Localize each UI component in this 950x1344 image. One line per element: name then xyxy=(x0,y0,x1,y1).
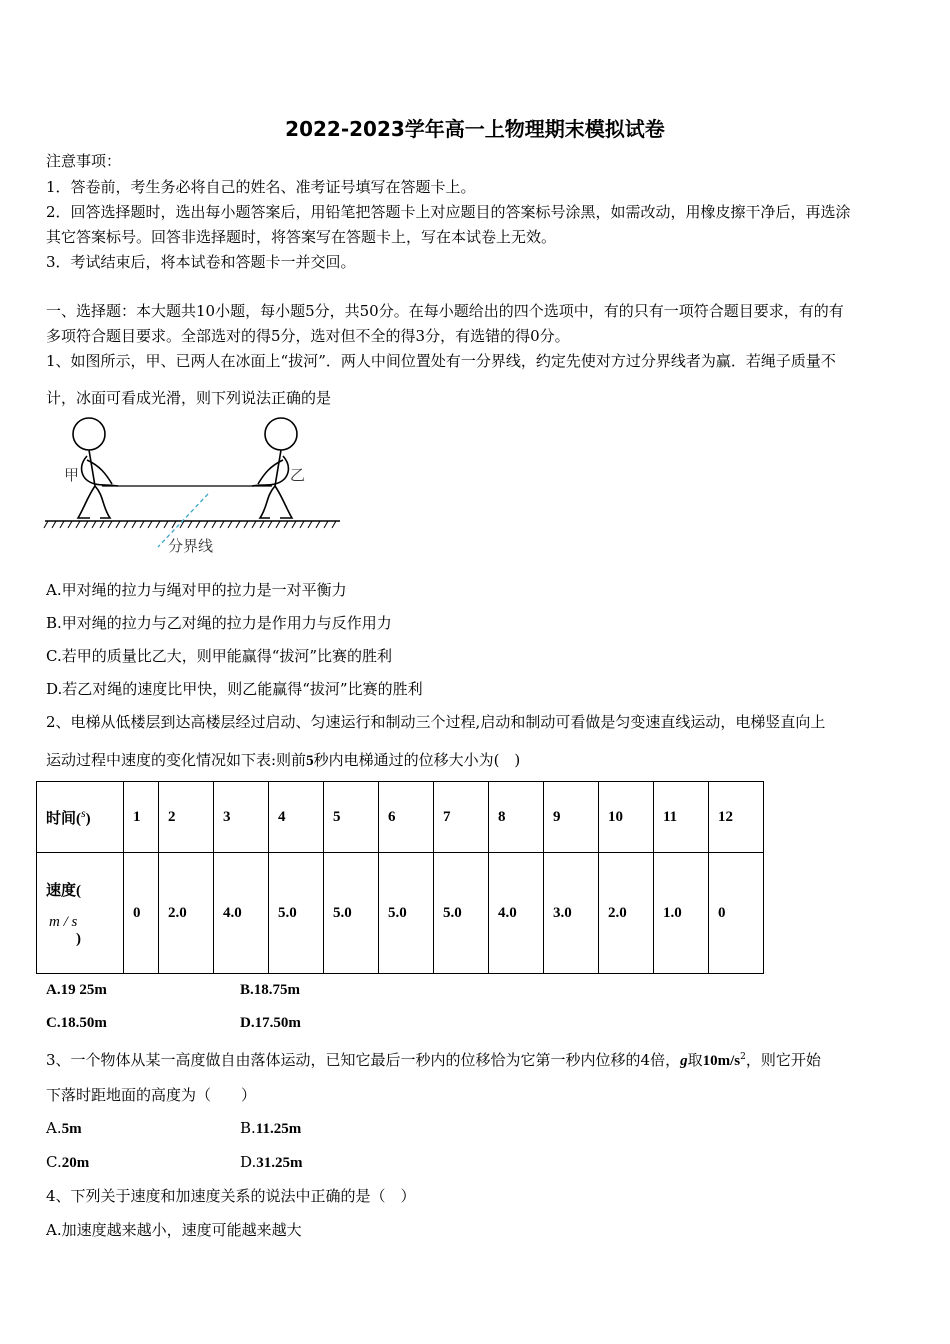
time-cell: 8 xyxy=(489,782,544,853)
time-cell: 9 xyxy=(544,782,599,853)
notice-item-2b: 其它答案标号。回答非选择题时，将答案写在答题卡上，写在本试卷上无效。 xyxy=(46,228,557,246)
speed-cell: 0 xyxy=(709,853,764,974)
q1-option-a: A.甲对绳的拉力与绳对甲的拉力是一对平衡力 xyxy=(46,581,347,599)
speed-cell: 2.0 xyxy=(599,853,654,974)
speed-cell: 4.0 xyxy=(214,853,269,974)
time-header-cell: 时间($^s$) xyxy=(37,782,124,853)
q3-option-b: B.11.25m xyxy=(240,1119,302,1137)
q4-option-a: A.加速度越来越小，速度可能越来越大 xyxy=(46,1221,302,1239)
notice-item-1: 1．答卷前，考生务必将自己的姓名、准考证号填写在答题卡上。 xyxy=(46,178,476,196)
speed-cell: 5.0 xyxy=(324,853,379,974)
q4-stem: 4、下列关于速度和加速度关系的说法中正确的是（ ） xyxy=(46,1187,416,1205)
q2-option-c: C.18.50m xyxy=(46,1015,107,1031)
time-cell: 4 xyxy=(269,782,324,853)
tug-of-war-figure xyxy=(40,414,350,560)
time-cell: 6 xyxy=(379,782,434,853)
time-cell: 12 xyxy=(709,782,764,853)
speed-cell: 5.0 xyxy=(379,853,434,974)
speed-cell: 5.0 xyxy=(269,853,324,974)
time-row xyxy=(37,782,764,853)
time-cell: 11 xyxy=(654,782,709,853)
label-yi: 乙 xyxy=(290,466,306,484)
page-title: 2022-2023学年高一上物理期末模拟试卷 xyxy=(285,117,665,141)
q3-option-a: A.5m xyxy=(46,1119,82,1137)
time-cell: 5 xyxy=(324,782,379,853)
speed-cell: 3.0 xyxy=(544,853,599,974)
time-cell: 1 xyxy=(124,782,159,853)
speed-cell: 1.0 xyxy=(654,853,709,974)
time-cell: 3 xyxy=(214,782,269,853)
velocity-table xyxy=(36,781,764,974)
q1-stem-line1: 1、如图所示，甲、已两人在冰面上“拔河”．两人中间位置处有一分界线，约定先使对方过分界线者为赢．若绳子质量不 xyxy=(46,352,836,370)
q2-stem-line2: 运动过程中速度的变化情况如下表:则前5秒内电梯通过的位移大小为( ) xyxy=(46,751,521,769)
section-intro-line1: 一、选择题：本大题共10小题，每小题5分，共50分。在每小题给出的四个选项中，有的只有一项符合题目要求，有的有 xyxy=(46,302,844,320)
label-dividing-line: 分界线 xyxy=(168,537,214,555)
speed-cell: 0 xyxy=(124,853,159,974)
speed-cell: 4.0 xyxy=(489,853,544,974)
q3-stem-line1: 3、一个物体从某一高度做自由落体运动，已知它最后一秒内的位移恰为它第一秒内位移的4倍，g取$10m/s^2$，则它开始 xyxy=(46,1051,821,1069)
notice-item-3: 3．考试结束后，将本试卷和答题卡一并交回。 xyxy=(46,253,356,271)
q1-option-b: B.甲对绳的拉力与乙对绳的拉力是作用力与反作用力 xyxy=(46,614,392,632)
notice-item-2a: 2．回答选择题时，选出每小题答案后，用铅笔把答题卡上对应题目的答案标号涂黑，如需改动，用橡皮擦干净后，再选涂 xyxy=(46,203,851,221)
notice-heading: 注意事项： xyxy=(46,152,122,170)
q1-stem-line2: 计，冰面可看成光滑，则下列说法正确的是 xyxy=(46,389,332,407)
time-cell: 7 xyxy=(434,782,489,853)
q3-option-d: D.31.25m xyxy=(240,1153,303,1171)
q2-option-b: B.18.75m xyxy=(240,982,300,998)
speed-header-cell: 速度( m / s ) xyxy=(37,853,124,974)
q3-option-c: C.20m xyxy=(46,1153,90,1171)
q2-option-a: A.19 25m xyxy=(46,982,107,998)
speed-cell: 5.0 xyxy=(434,853,489,974)
time-cell: 2 xyxy=(159,782,214,853)
q2-stem-line1: 2、电梯从低楼层到达高楼层经过启动、匀速运行和制动三个过程,启动和制动可看做是匀变速直线运动，电梯竖直向上 xyxy=(46,713,826,731)
q1-option-d: D.若乙对绳的速度比甲快，则乙能赢得“拔河”比赛的胜利 xyxy=(46,680,423,698)
q3-stem-line2: 下落时距地面的高度为（ ） xyxy=(46,1086,257,1104)
section-intro-line2: 多项符合题目要求。全部选对的得5分，选对但不全的得3分，有选错的得0分。 xyxy=(46,327,570,345)
time-cell: 10 xyxy=(599,782,654,853)
speed-row xyxy=(37,853,764,974)
q2-option-d: D.17.50m xyxy=(240,1015,301,1031)
q1-option-c: C.若甲的质量比乙大，则甲能赢得“拔河”比赛的胜利 xyxy=(46,647,393,665)
label-jia: 甲 xyxy=(64,466,80,484)
speed-cell: 2.0 xyxy=(159,853,214,974)
